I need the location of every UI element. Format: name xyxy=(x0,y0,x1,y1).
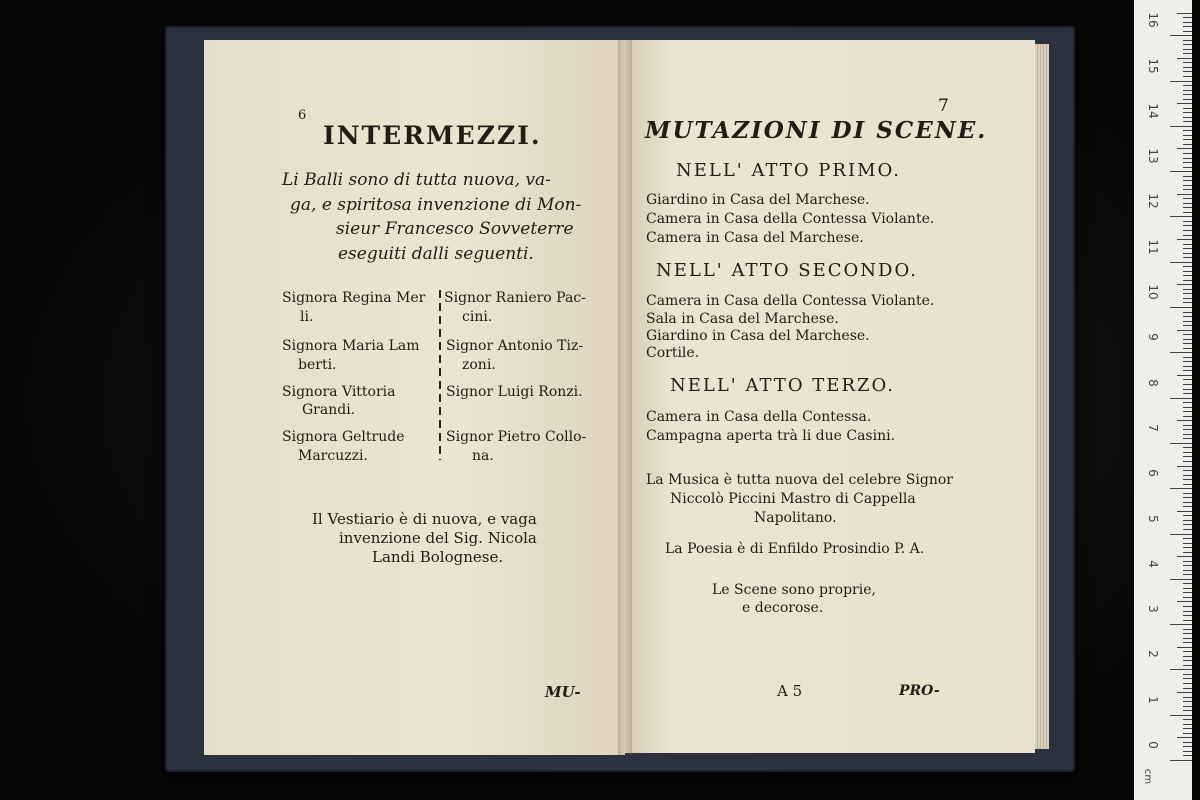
ruler-tick xyxy=(1177,58,1192,59)
ruler-tick xyxy=(1177,148,1192,149)
ruler-tick xyxy=(1170,760,1192,761)
ruler-tick xyxy=(1183,144,1192,145)
ruler-unit-label: cm xyxy=(1142,768,1154,785)
ruler-tick xyxy=(1183,538,1192,539)
ruler-tick xyxy=(1183,728,1192,729)
ruler-tick xyxy=(1183,44,1192,45)
ruler-tick xyxy=(1183,452,1192,453)
ruler-tick xyxy=(1183,370,1192,371)
dancer-right-2a: Signor Antonio Tiz- xyxy=(446,338,584,354)
ruler-tick xyxy=(1183,461,1192,462)
ruler-tick xyxy=(1170,488,1192,489)
ruler-tick xyxy=(1183,266,1192,267)
ruler-tick xyxy=(1170,669,1192,670)
ruler-tick xyxy=(1183,22,1192,23)
ruler-tick xyxy=(1183,121,1192,122)
ruler-tick xyxy=(1183,475,1192,476)
ruler-tick xyxy=(1183,656,1192,657)
dancer-left-3b: Grandi. xyxy=(302,402,356,418)
dancer-left-3a: Signora Vittoria xyxy=(282,384,396,400)
ruler-tick xyxy=(1183,253,1192,254)
ruler-tick xyxy=(1183,633,1192,634)
dancer-right-1b: cini. xyxy=(462,309,493,325)
ruler-tick xyxy=(1177,103,1192,104)
ruler-tick xyxy=(1183,497,1192,498)
ruler-tick xyxy=(1183,755,1192,756)
ruler-tick xyxy=(1183,180,1192,181)
ruler-tick xyxy=(1183,389,1192,390)
ruler-tick xyxy=(1183,185,1192,186)
left-page-number: 6 xyxy=(298,108,307,123)
act2-scene-1: Camera in Casa della Contessa Violante. xyxy=(646,293,935,309)
ruler-tick xyxy=(1170,307,1192,308)
ruler-tick xyxy=(1183,742,1192,743)
ruler-tick xyxy=(1183,225,1192,226)
ruler-tick xyxy=(1183,366,1192,367)
ruler-number: 16 xyxy=(1146,12,1160,28)
scenery-note-2: e decorose. xyxy=(742,600,824,616)
ruler-tick xyxy=(1183,520,1192,521)
ruler-tick xyxy=(1183,167,1192,168)
dancer-right-2b: zoni. xyxy=(462,357,496,373)
ruler-tick xyxy=(1183,706,1192,707)
act2-scene-2: Sala in Casa del Marchese. xyxy=(646,311,839,327)
ruler-tick xyxy=(1177,13,1192,14)
left-catchword: MU- xyxy=(545,683,581,701)
ruler-tick xyxy=(1170,126,1192,127)
costume-note-2: invenzione del Sig. Nicola xyxy=(339,529,537,547)
ruler-tick xyxy=(1177,692,1192,693)
ruler-tick xyxy=(1170,216,1192,217)
intro-line-4: eseguiti dalli seguenti. xyxy=(338,244,534,264)
ruler-tick xyxy=(1183,53,1192,54)
ruler-tick xyxy=(1183,502,1192,503)
ruler-number: 15 xyxy=(1146,57,1160,74)
ruler-tick xyxy=(1183,402,1192,403)
ruler-tick xyxy=(1183,438,1192,439)
ruler-tick xyxy=(1183,198,1192,199)
ruler-tick xyxy=(1183,112,1192,113)
ruler-tick xyxy=(1183,606,1192,607)
dancer-left-4a: Signora Geltrude xyxy=(282,429,405,445)
ruler-tick xyxy=(1177,239,1192,240)
ruler-tick xyxy=(1177,466,1192,467)
dancer-right-4a: Signor Pietro Collo- xyxy=(446,429,587,445)
ruler-tick xyxy=(1183,361,1192,362)
costume-note-1: Il Vestiario è di nuova, e vaga xyxy=(312,510,537,528)
ruler-tick xyxy=(1183,339,1192,340)
signature-mark: A 5 xyxy=(777,682,803,700)
music-note-1: La Musica è tutta nuova del celebre Signor xyxy=(646,472,953,488)
ruler-tick xyxy=(1183,271,1192,272)
dancer-right-4b: na. xyxy=(472,448,494,464)
dancer-left-2b: berti. xyxy=(298,357,337,373)
act1-scene-3: Camera in Casa del Marchese. xyxy=(646,230,864,246)
ruler-number: 6 xyxy=(1146,469,1160,477)
right-catchword: PRO- xyxy=(899,683,940,699)
ruler-tick xyxy=(1183,665,1192,666)
ruler-tick xyxy=(1183,67,1192,68)
ruler-tick xyxy=(1177,737,1192,738)
ruler-tick xyxy=(1183,289,1192,290)
intro-line-3: sieur Francesco Sovveterre xyxy=(336,219,574,239)
ruler-tick xyxy=(1183,130,1192,131)
act1-heading: NELL' ATTO PRIMO. xyxy=(676,160,901,181)
ruler-tick xyxy=(1183,710,1192,711)
left-page-title: INTERMEZZI. xyxy=(323,121,542,150)
ruler-tick xyxy=(1177,556,1192,557)
ruler-tick xyxy=(1183,257,1192,258)
ruler-tick xyxy=(1183,456,1192,457)
ruler-tick xyxy=(1183,244,1192,245)
scenery-note-1: Le Scene sono proprie, xyxy=(712,582,876,598)
music-note-2: Niccolò Piccini Mastro di Cappella xyxy=(670,491,916,507)
ruler-tick xyxy=(1183,158,1192,159)
ruler-tick xyxy=(1183,302,1192,303)
ruler-tick xyxy=(1183,425,1192,426)
act2-scene-4: Cortile. xyxy=(646,345,700,361)
ruler-tick xyxy=(1177,330,1192,331)
ruler-tick xyxy=(1183,688,1192,689)
ruler-tick xyxy=(1183,429,1192,430)
ruler-tick xyxy=(1183,85,1192,86)
ruler-tick xyxy=(1183,470,1192,471)
ruler-tick xyxy=(1183,76,1192,77)
ruler-tick xyxy=(1183,153,1192,154)
ruler-tick xyxy=(1183,321,1192,322)
dancer-left-4b: Marcuzzi. xyxy=(298,448,368,464)
ruler-tick xyxy=(1183,280,1192,281)
ruler-tick xyxy=(1170,579,1192,580)
book-gutter xyxy=(618,40,632,755)
ruler-tick xyxy=(1170,443,1192,444)
dancer-right-1a: Signor Raniero Pac- xyxy=(444,290,586,306)
ruler-number: 7 xyxy=(1146,424,1160,432)
ruler-tick xyxy=(1183,325,1192,326)
costume-note-3: Landi Bolognese. xyxy=(372,548,504,566)
ruler-tick xyxy=(1183,348,1192,349)
ruler-tick xyxy=(1183,416,1192,417)
ruler-tick xyxy=(1183,543,1192,544)
ruler-number: 2 xyxy=(1146,650,1160,659)
ruler-tick xyxy=(1170,534,1192,535)
ruler-tick xyxy=(1183,248,1192,249)
ruler-tick xyxy=(1183,90,1192,91)
ruler-tick xyxy=(1183,733,1192,734)
ruler-tick xyxy=(1183,40,1192,41)
ruler-number: 11 xyxy=(1146,239,1160,255)
ruler-tick xyxy=(1183,719,1192,720)
act2-heading: NELL' ATTO SECONDO. xyxy=(656,260,918,281)
ruler-number: 0 xyxy=(1146,741,1160,749)
ruler-number: 8 xyxy=(1146,378,1160,387)
ruler-tick xyxy=(1183,678,1192,679)
dancer-left-2a: Signora Maria Lam xyxy=(282,338,420,354)
ruler-tick xyxy=(1177,420,1192,421)
ruler-tick xyxy=(1183,384,1192,385)
ruler-tick xyxy=(1170,624,1192,625)
ruler-tick xyxy=(1183,638,1192,639)
page-edges xyxy=(1035,44,1049,749)
ruler-tick xyxy=(1183,298,1192,299)
ruler-tick xyxy=(1183,26,1192,27)
ruler-tick xyxy=(1183,552,1192,553)
ruler-tick xyxy=(1183,312,1192,313)
ruler-tick xyxy=(1183,588,1192,589)
ruler-number: 10 xyxy=(1146,284,1160,300)
ruler-tick xyxy=(1183,135,1192,136)
ruler-tick xyxy=(1170,171,1192,172)
act3-heading: NELL' ATTO TERZO. xyxy=(670,375,895,396)
ruler-tick xyxy=(1183,62,1192,63)
ruler-tick xyxy=(1183,71,1192,72)
ruler-tick xyxy=(1170,81,1192,82)
ruler-tick xyxy=(1183,207,1192,208)
ruler-tick xyxy=(1183,203,1192,204)
ruler-tick xyxy=(1183,31,1192,32)
ruler-tick xyxy=(1183,407,1192,408)
ruler-tick xyxy=(1183,493,1192,494)
ruler-tick xyxy=(1183,724,1192,725)
ruler-tick xyxy=(1183,674,1192,675)
ruler-tick xyxy=(1183,574,1192,575)
ruler-number: 14 xyxy=(1146,103,1160,119)
ruler-tick xyxy=(1177,647,1192,648)
ruler-tick xyxy=(1183,570,1192,571)
ruler-tick xyxy=(1183,484,1192,485)
ruler-tick xyxy=(1183,117,1192,118)
ruler-tick xyxy=(1183,411,1192,412)
music-note-3: Napolitano. xyxy=(754,510,837,526)
ruler-tick xyxy=(1183,611,1192,612)
ruler-number: 5 xyxy=(1146,514,1160,523)
right-page-title: MUTAZIONI DI SCENE. xyxy=(645,117,988,144)
ruler-tick xyxy=(1183,701,1192,702)
ruler-tick xyxy=(1170,352,1192,353)
right-page xyxy=(625,40,1035,753)
ruler-tick xyxy=(1170,35,1192,36)
ruler-tick xyxy=(1177,601,1192,602)
ruler-tick xyxy=(1183,212,1192,213)
ruler-tick xyxy=(1183,651,1192,652)
ruler-tick xyxy=(1183,547,1192,548)
ruler-number: 3 xyxy=(1146,605,1160,613)
ruler-tick xyxy=(1183,393,1192,394)
ruler-tick xyxy=(1183,751,1192,752)
ruler-tick xyxy=(1183,583,1192,584)
ruler-tick xyxy=(1183,230,1192,231)
ruler-tick xyxy=(1183,561,1192,562)
ruler-tick xyxy=(1183,746,1192,747)
ruler-tick xyxy=(1183,529,1192,530)
ruler-tick xyxy=(1183,434,1192,435)
ruler-tick xyxy=(1183,379,1192,380)
ruler-tick xyxy=(1183,524,1192,525)
ruler-tick xyxy=(1170,398,1192,399)
ruler-tick xyxy=(1183,343,1192,344)
dancer-right-3: Signor Luigi Ronzi. xyxy=(446,384,583,400)
ruler-tick xyxy=(1183,357,1192,358)
ruler-tick xyxy=(1183,683,1192,684)
act3-scene-2: Campagna aperta trà li due Casini. xyxy=(646,428,896,444)
ruler-tick xyxy=(1183,506,1192,507)
dancer-left-1a: Signora Regina Mer xyxy=(282,290,426,306)
ruler-tick xyxy=(1183,316,1192,317)
ruler-tick xyxy=(1183,162,1192,163)
right-page-number: 7 xyxy=(938,96,949,116)
ruler-tick xyxy=(1183,275,1192,276)
ruler-number: 13 xyxy=(1146,148,1160,164)
act3-scene-1: Camera in Casa della Contessa. xyxy=(646,409,872,425)
act1-scene-1: Giardino in Casa del Marchese. xyxy=(646,192,870,208)
ruler-tick xyxy=(1183,176,1192,177)
poetry-note: La Poesia è di Enfildo Prosindio P. A. xyxy=(665,541,925,557)
ruler-tick xyxy=(1183,629,1192,630)
ruler-tick xyxy=(1183,221,1192,222)
ruler-tick xyxy=(1183,515,1192,516)
ruler-number: 1 xyxy=(1146,695,1160,704)
ruler-tick xyxy=(1183,615,1192,616)
act2-scene-3: Giardino in Casa del Marchese. xyxy=(646,328,870,344)
intro-line-2: ga, e spiritosa invenzione di Mon- xyxy=(290,195,582,215)
ruler-tick xyxy=(1183,565,1192,566)
column-divider xyxy=(439,290,441,460)
ruler-tick xyxy=(1183,108,1192,109)
ruler-tick xyxy=(1177,511,1192,512)
ruler-tick xyxy=(1170,262,1192,263)
ruler-tick xyxy=(1177,375,1192,376)
ruler-tick xyxy=(1183,592,1192,593)
dancer-left-1b: li. xyxy=(300,309,314,325)
ruler-tick xyxy=(1183,447,1192,448)
ruler-tick xyxy=(1183,17,1192,18)
ruler-tick xyxy=(1183,660,1192,661)
ruler-tick xyxy=(1183,139,1192,140)
intro-line-1: Li Balli sono di tutta nuova, va- xyxy=(282,170,551,190)
ruler-tick xyxy=(1183,642,1192,643)
ruler-tick xyxy=(1183,697,1192,698)
measuring-ruler xyxy=(1134,0,1192,800)
ruler-number: 4 xyxy=(1146,559,1160,568)
ruler-tick xyxy=(1183,620,1192,621)
ruler-tick xyxy=(1183,334,1192,335)
ruler-tick xyxy=(1177,284,1192,285)
ruler-tick xyxy=(1183,235,1192,236)
ruler-number: 12 xyxy=(1146,193,1160,210)
ruler-tick xyxy=(1183,293,1192,294)
act1-scene-2: Camera in Casa della Contessa Violante. xyxy=(646,211,935,227)
ruler-number: 9 xyxy=(1146,333,1160,342)
ruler-tick xyxy=(1183,49,1192,50)
ruler-tick xyxy=(1170,715,1192,716)
ruler-tick xyxy=(1183,99,1192,100)
ruler-tick xyxy=(1177,194,1192,195)
ruler-tick xyxy=(1183,479,1192,480)
ruler-tick xyxy=(1183,597,1192,598)
ruler-tick xyxy=(1183,94,1192,95)
ruler-tick xyxy=(1183,189,1192,190)
